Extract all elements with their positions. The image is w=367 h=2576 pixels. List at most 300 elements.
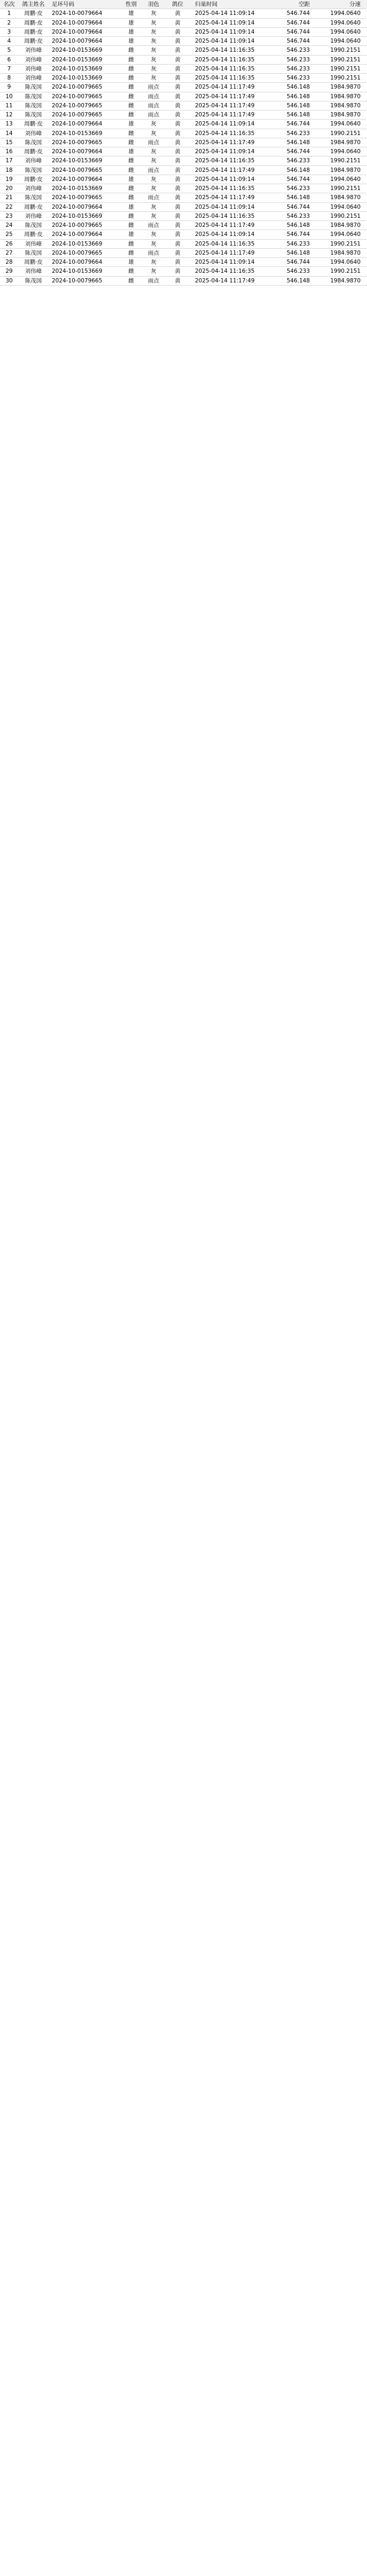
cell-owner: 陈茂国 xyxy=(25,93,42,100)
table-header xyxy=(0,0,367,9)
cell-arrival-time: 2025-04-14 11:09:14 xyxy=(195,231,255,238)
cell-ring: 2024-10-0079664 xyxy=(52,176,103,183)
cell-position: 黄 xyxy=(175,222,181,229)
cell-sex: 雌 xyxy=(128,194,134,201)
cell-ring: 2024-10-0153669 xyxy=(52,47,103,54)
cell-rank: 11 xyxy=(5,102,13,109)
results-table xyxy=(0,0,367,286)
cell-position: 黄 xyxy=(175,203,181,210)
cell-color: 雨点 xyxy=(148,84,159,91)
cell-distance: 546.233 xyxy=(286,75,310,81)
cell-distance: 546.233 xyxy=(286,185,310,192)
cell-ring: 2024-10-0079664 xyxy=(52,231,103,238)
cell-speed: 1990.2151 xyxy=(330,268,361,275)
cell-owner: 周鹏·皮 xyxy=(24,148,43,155)
cell-rank: 8 xyxy=(7,75,11,81)
cell-rank: 10 xyxy=(5,93,13,100)
cell-distance: 546.744 xyxy=(286,176,310,183)
cell-speed: 1984.9870 xyxy=(330,112,361,118)
cell-sex: 雄 xyxy=(128,38,134,44)
cell-speed: 1994.0640 xyxy=(330,148,361,155)
cell-rank: 7 xyxy=(7,65,11,72)
cell-speed: 1990.2151 xyxy=(330,240,361,247)
cell-owner: 陈茂国 xyxy=(25,84,42,91)
cell-color: 灰 xyxy=(151,38,157,44)
cell-rank: 25 xyxy=(5,231,13,238)
cell-rank: 1 xyxy=(7,10,11,17)
table-row xyxy=(0,83,367,92)
cell-position: 黄 xyxy=(175,212,181,219)
cell-owner: 刘伟峰 xyxy=(25,268,42,275)
cell-ring: 2024-10-0079664 xyxy=(52,28,103,35)
header-position: 鸽位 xyxy=(172,1,183,7)
cell-distance: 546.233 xyxy=(286,268,310,275)
cell-distance: 546.233 xyxy=(286,130,310,137)
table-row xyxy=(0,267,367,276)
cell-speed: 1994.0640 xyxy=(330,203,361,210)
cell-speed: 1984.9870 xyxy=(330,102,361,109)
cell-distance: 546.744 xyxy=(286,203,310,210)
cell-arrival-time: 2025-04-14 11:17:49 xyxy=(195,249,255,256)
cell-color: 灰 xyxy=(151,19,157,26)
cell-position: 黄 xyxy=(175,112,181,118)
cell-color: 灰 xyxy=(151,65,157,72)
cell-speed: 1994.0640 xyxy=(330,176,361,183)
cell-speed: 1994.0640 xyxy=(330,231,361,238)
table-row xyxy=(0,37,367,46)
cell-owner: 周鹏·皮 xyxy=(24,259,43,265)
cell-speed: 1990.2151 xyxy=(330,75,361,81)
cell-arrival-time: 2025-04-14 11:17:49 xyxy=(195,222,255,229)
cell-distance: 546.744 xyxy=(286,231,310,238)
cell-ring: 2024-10-0153669 xyxy=(52,240,103,247)
cell-color: 灰 xyxy=(151,56,157,63)
cell-sex: 雌 xyxy=(128,212,134,219)
cell-rank: 16 xyxy=(5,148,13,155)
cell-arrival-time: 2025-04-14 11:16:35 xyxy=(195,75,255,81)
cell-speed: 1990.2151 xyxy=(330,130,361,137)
cell-owner: 周鹏·皮 xyxy=(24,176,43,183)
cell-distance: 546.233 xyxy=(286,56,310,63)
cell-distance: 546.744 xyxy=(286,121,310,128)
cell-owner: 刘伟峰 xyxy=(25,185,42,192)
cell-speed: 1984.9870 xyxy=(330,167,361,174)
cell-position: 黄 xyxy=(175,259,181,265)
cell-ring: 2024-10-0153669 xyxy=(52,56,103,63)
cell-owner: 刘伟峰 xyxy=(25,56,42,63)
cell-rank: 22 xyxy=(5,203,13,210)
cell-arrival-time: 2025-04-14 11:09:14 xyxy=(195,203,255,210)
cell-color: 雨点 xyxy=(148,194,159,201)
cell-color: 灰 xyxy=(151,47,157,54)
cell-owner: 刘伟峰 xyxy=(25,47,42,54)
cell-color: 雨点 xyxy=(148,102,159,109)
cell-arrival-time: 2025-04-14 11:17:49 xyxy=(195,112,255,118)
cell-ring: 2024-10-0079665 xyxy=(52,249,103,256)
cell-ring: 2024-10-0079664 xyxy=(52,10,103,17)
cell-speed: 1990.2151 xyxy=(330,185,361,192)
cell-color: 雨点 xyxy=(148,167,159,174)
cell-color: 灰 xyxy=(151,176,157,183)
cell-distance: 546.744 xyxy=(286,259,310,265)
cell-sex: 雌 xyxy=(128,112,134,118)
cell-position: 黄 xyxy=(175,47,181,54)
cell-sex: 雌 xyxy=(128,277,134,284)
cell-position: 黄 xyxy=(175,194,181,201)
table-row xyxy=(0,230,367,239)
cell-speed: 1984.9870 xyxy=(330,222,361,229)
cell-rank: 15 xyxy=(5,139,13,146)
cell-position: 黄 xyxy=(175,157,181,164)
table-row xyxy=(0,212,367,221)
cell-rank: 19 xyxy=(5,176,13,183)
cell-sex: 雌 xyxy=(128,240,134,247)
cell-owner: 刘伟峰 xyxy=(25,130,42,137)
cell-color: 灰 xyxy=(151,240,157,247)
cell-owner: 刘伟峰 xyxy=(25,212,42,219)
cell-ring: 2024-10-0079664 xyxy=(52,259,103,265)
cell-owner: 陈茂国 xyxy=(25,139,42,146)
table-row xyxy=(0,221,367,230)
cell-color: 灰 xyxy=(151,268,157,275)
cell-ring: 2024-10-0079665 xyxy=(52,167,103,174)
header-owner: 鸽主姓名 xyxy=(22,1,45,7)
cell-owner: 周鹏·皮 xyxy=(24,10,43,17)
cell-sex: 雌 xyxy=(128,167,134,174)
table-row xyxy=(0,9,367,18)
cell-ring: 2024-10-0079665 xyxy=(52,93,103,100)
cell-distance: 546.233 xyxy=(286,65,310,72)
cell-sex: 雌 xyxy=(128,47,134,54)
table-row xyxy=(0,56,367,65)
cell-position: 黄 xyxy=(175,185,181,192)
cell-position: 黄 xyxy=(175,38,181,44)
cell-owner: 周鹏·皮 xyxy=(24,38,43,44)
cell-ring: 2024-10-0079665 xyxy=(52,102,103,109)
cell-sex: 雌 xyxy=(128,102,134,109)
cell-ring: 2024-10-0079665 xyxy=(52,139,103,146)
cell-arrival-time: 2025-04-14 11:09:14 xyxy=(195,176,255,183)
cell-ring: 2024-10-0079665 xyxy=(52,194,103,201)
cell-ring: 2024-10-0079665 xyxy=(52,222,103,229)
cell-rank: 6 xyxy=(7,56,11,63)
cell-sex: 雄 xyxy=(128,203,134,210)
table-row xyxy=(0,101,367,111)
cell-position: 黄 xyxy=(175,277,181,284)
cell-arrival-time: 2025-04-14 11:16:35 xyxy=(195,240,255,247)
cell-arrival-time: 2025-04-14 11:09:14 xyxy=(195,28,255,35)
cell-ring: 2024-10-0079664 xyxy=(52,148,103,155)
cell-color: 灰 xyxy=(151,212,157,219)
cell-ring: 2024-10-0153669 xyxy=(52,185,103,192)
cell-ring: 2024-10-0079665 xyxy=(52,277,103,284)
table-row xyxy=(0,92,367,101)
cell-distance: 546.233 xyxy=(286,212,310,219)
cell-distance: 546.148 xyxy=(286,167,310,174)
cell-speed: 1994.0640 xyxy=(330,19,361,26)
cell-position: 黄 xyxy=(175,148,181,155)
cell-distance: 546.744 xyxy=(286,38,310,44)
cell-distance: 546.148 xyxy=(286,139,310,146)
cell-color: 灰 xyxy=(151,157,157,164)
cell-rank: 17 xyxy=(5,157,13,164)
cell-rank: 12 xyxy=(5,112,13,118)
cell-ring: 2024-10-0079664 xyxy=(52,203,103,210)
cell-position: 黄 xyxy=(175,28,181,35)
cell-owner: 刘伟峰 xyxy=(25,157,42,164)
cell-ring: 2024-10-0079664 xyxy=(52,38,103,44)
cell-owner: 陈茂国 xyxy=(25,112,42,118)
cell-distance: 546.744 xyxy=(286,19,310,26)
cell-ring: 2024-10-0079665 xyxy=(52,112,103,118)
cell-position: 黄 xyxy=(175,240,181,247)
cell-owner: 陈茂国 xyxy=(25,194,42,201)
cell-owner: 刘伟峰 xyxy=(25,240,42,247)
table-row xyxy=(0,74,367,83)
cell-color: 灰 xyxy=(151,203,157,210)
cell-sex: 雄 xyxy=(128,259,134,265)
cell-arrival-time: 2025-04-14 11:17:49 xyxy=(195,84,255,91)
cell-owner: 陈茂国 xyxy=(25,102,42,109)
cell-sex: 雌 xyxy=(128,56,134,63)
cell-rank: 14 xyxy=(5,130,13,137)
cell-owner: 陈茂国 xyxy=(25,249,42,256)
cell-color: 灰 xyxy=(151,231,157,238)
cell-rank: 23 xyxy=(5,212,13,219)
cell-speed: 1984.9870 xyxy=(330,139,361,146)
cell-rank: 9 xyxy=(7,84,11,91)
cell-sex: 雌 xyxy=(128,130,134,137)
cell-speed: 1984.9870 xyxy=(330,93,361,100)
cell-rank: 21 xyxy=(5,194,13,201)
cell-ring: 2024-10-0079664 xyxy=(52,121,103,128)
cell-rank: 5 xyxy=(7,47,11,54)
cell-arrival-time: 2025-04-14 11:17:49 xyxy=(195,139,255,146)
cell-rank: 30 xyxy=(5,277,13,284)
cell-sex: 雌 xyxy=(128,75,134,81)
cell-speed: 1990.2151 xyxy=(330,65,361,72)
cell-arrival-time: 2025-04-14 11:16:35 xyxy=(195,56,255,63)
table-row xyxy=(0,46,367,55)
table-row xyxy=(0,111,367,120)
cell-speed: 1990.2151 xyxy=(330,157,361,164)
cell-sex: 雌 xyxy=(128,222,134,229)
cell-speed: 1994.0640 xyxy=(330,28,361,35)
cell-sex: 雌 xyxy=(128,139,134,146)
table-row xyxy=(0,193,367,202)
cell-speed: 1984.9870 xyxy=(330,249,361,256)
cell-speed: 1994.0640 xyxy=(330,10,361,17)
cell-arrival-time: 2025-04-14 11:09:14 xyxy=(195,19,255,26)
cell-position: 黄 xyxy=(175,65,181,72)
cell-sex: 雌 xyxy=(128,84,134,91)
cell-arrival-time: 2025-04-14 11:09:14 xyxy=(195,10,255,17)
cell-distance: 546.744 xyxy=(286,10,310,17)
header-ring: 足环号码 xyxy=(52,1,74,7)
cell-arrival-time: 2025-04-14 11:09:14 xyxy=(195,148,255,155)
cell-owner: 周鹏·皮 xyxy=(24,19,43,26)
cell-distance: 546.148 xyxy=(286,93,310,100)
cell-position: 黄 xyxy=(175,84,181,91)
cell-owner: 周鹏·皮 xyxy=(24,231,43,238)
table-row xyxy=(0,249,367,258)
cell-rank: 26 xyxy=(5,240,13,247)
cell-sex: 雌 xyxy=(128,249,134,256)
cell-distance: 546.148 xyxy=(286,84,310,91)
cell-arrival-time: 2025-04-14 11:09:14 xyxy=(195,121,255,128)
table-body xyxy=(0,9,367,286)
cell-color: 雨点 xyxy=(148,277,159,284)
table-row xyxy=(0,240,367,249)
cell-owner: 陈茂国 xyxy=(25,167,42,174)
table-row xyxy=(0,120,367,129)
cell-owner: 刘伟峰 xyxy=(25,65,42,72)
cell-ring: 2024-10-0079664 xyxy=(52,19,103,26)
table-row xyxy=(0,175,367,184)
cell-arrival-time: 2025-04-14 11:16:35 xyxy=(195,268,255,275)
cell-color: 灰 xyxy=(151,185,157,192)
cell-speed: 1994.0640 xyxy=(330,259,361,265)
cell-speed: 1994.0640 xyxy=(330,121,361,128)
cell-distance: 546.233 xyxy=(286,157,310,164)
cell-speed: 1984.9870 xyxy=(330,84,361,91)
cell-position: 黄 xyxy=(175,93,181,100)
cell-color: 灰 xyxy=(151,10,157,17)
cell-ring: 2024-10-0153669 xyxy=(52,75,103,81)
cell-speed: 1994.0640 xyxy=(330,38,361,44)
cell-sex: 雄 xyxy=(128,148,134,155)
cell-sex: 雄 xyxy=(128,28,134,35)
cell-position: 黄 xyxy=(175,130,181,137)
cell-rank: 13 xyxy=(5,121,13,128)
table-row xyxy=(0,138,367,147)
header-distance: 空距 xyxy=(299,1,310,7)
cell-rank: 28 xyxy=(5,259,13,265)
cell-ring: 2024-10-0153669 xyxy=(52,268,103,275)
cell-sex: 雄 xyxy=(128,231,134,238)
cell-sex: 雌 xyxy=(128,93,134,100)
cell-sex: 雌 xyxy=(128,65,134,72)
cell-color: 灰 xyxy=(151,259,157,265)
table-row xyxy=(0,277,367,286)
cell-distance: 546.233 xyxy=(286,240,310,247)
cell-position: 黄 xyxy=(175,139,181,146)
cell-rank: 20 xyxy=(5,185,13,192)
cell-arrival-time: 2025-04-14 11:16:35 xyxy=(195,212,255,219)
cell-speed: 1984.9870 xyxy=(330,194,361,201)
cell-sex: 雌 xyxy=(128,268,134,275)
cell-speed: 1990.2151 xyxy=(330,47,361,54)
table-row xyxy=(0,203,367,212)
cell-sex: 雌 xyxy=(128,185,134,192)
cell-position: 黄 xyxy=(175,56,181,63)
cell-position: 黄 xyxy=(175,176,181,183)
cell-sex: 雄 xyxy=(128,10,134,17)
cell-sex: 雌 xyxy=(128,157,134,164)
cell-color: 灰 xyxy=(151,28,157,35)
cell-ring: 2024-10-0153669 xyxy=(52,212,103,219)
cell-ring: 2024-10-0153669 xyxy=(52,65,103,72)
cell-speed: 1990.2151 xyxy=(330,56,361,63)
cell-sex: 雄 xyxy=(128,121,134,128)
cell-color: 雨点 xyxy=(148,139,159,146)
cell-speed: 1984.9870 xyxy=(330,277,361,284)
cell-rank: 18 xyxy=(5,167,13,174)
cell-color: 雨点 xyxy=(148,112,159,118)
table-row xyxy=(0,28,367,37)
cell-position: 黄 xyxy=(175,121,181,128)
cell-arrival-time: 2025-04-14 11:09:14 xyxy=(195,38,255,44)
cell-rank: 2 xyxy=(7,19,11,26)
cell-color: 雨点 xyxy=(148,249,159,256)
cell-distance: 546.148 xyxy=(286,102,310,109)
cell-distance: 546.744 xyxy=(286,148,310,155)
cell-arrival-time: 2025-04-14 11:09:14 xyxy=(195,259,255,265)
cell-distance: 546.744 xyxy=(286,28,310,35)
cell-position: 黄 xyxy=(175,231,181,238)
table-row xyxy=(0,147,367,156)
cell-arrival-time: 2025-04-14 11:17:49 xyxy=(195,167,255,174)
cell-position: 黄 xyxy=(175,19,181,26)
cell-arrival-time: 2025-04-14 11:16:35 xyxy=(195,130,255,137)
cell-rank: 24 xyxy=(5,222,13,229)
cell-arrival-time: 2025-04-14 11:16:35 xyxy=(195,185,255,192)
table-row xyxy=(0,184,367,193)
cell-position: 黄 xyxy=(175,10,181,17)
cell-ring: 2024-10-0079665 xyxy=(52,84,103,91)
cell-position: 黄 xyxy=(175,268,181,275)
table-row xyxy=(0,65,367,74)
cell-arrival-time: 2025-04-14 11:17:49 xyxy=(195,194,255,201)
cell-distance: 546.148 xyxy=(286,112,310,118)
header-rank: 名次 xyxy=(3,1,15,7)
cell-arrival-time: 2025-04-14 11:17:49 xyxy=(195,102,255,109)
cell-arrival-time: 2025-04-14 11:17:49 xyxy=(195,277,255,284)
cell-rank: 4 xyxy=(7,38,11,44)
cell-color: 雨点 xyxy=(148,93,159,100)
cell-owner: 周鹏·皮 xyxy=(24,28,43,35)
cell-owner: 陈茂国 xyxy=(25,222,42,229)
table-row xyxy=(0,258,367,267)
table-row xyxy=(0,156,367,166)
header-arrival-time: 归巢时间 xyxy=(195,1,217,7)
cell-owner: 刘伟峰 xyxy=(25,75,42,81)
cell-arrival-time: 2025-04-14 11:16:35 xyxy=(195,47,255,54)
cell-color: 雨点 xyxy=(148,222,159,229)
table-row xyxy=(0,166,367,175)
cell-arrival-time: 2025-04-14 11:16:35 xyxy=(195,157,255,164)
cell-position: 黄 xyxy=(175,249,181,256)
cell-position: 黄 xyxy=(175,102,181,109)
cell-distance: 546.233 xyxy=(286,47,310,54)
cell-color: 灰 xyxy=(151,121,157,128)
cell-owner: 陈茂国 xyxy=(25,277,42,284)
cell-ring: 2024-10-0153669 xyxy=(52,157,103,164)
cell-position: 黄 xyxy=(175,75,181,81)
cell-color: 灰 xyxy=(151,148,157,155)
cell-distance: 546.148 xyxy=(286,222,310,229)
cell-arrival-time: 2025-04-14 11:17:49 xyxy=(195,93,255,100)
cell-distance: 546.148 xyxy=(286,277,310,284)
cell-color: 灰 xyxy=(151,75,157,81)
table-row xyxy=(0,129,367,138)
cell-distance: 546.148 xyxy=(286,194,310,201)
cell-owner: 周鹏·皮 xyxy=(24,203,43,210)
cell-arrival-time: 2025-04-14 11:16:35 xyxy=(195,65,255,72)
cell-sex: 雄 xyxy=(128,176,134,183)
cell-distance: 546.148 xyxy=(286,249,310,256)
cell-ring: 2024-10-0153669 xyxy=(52,130,103,137)
